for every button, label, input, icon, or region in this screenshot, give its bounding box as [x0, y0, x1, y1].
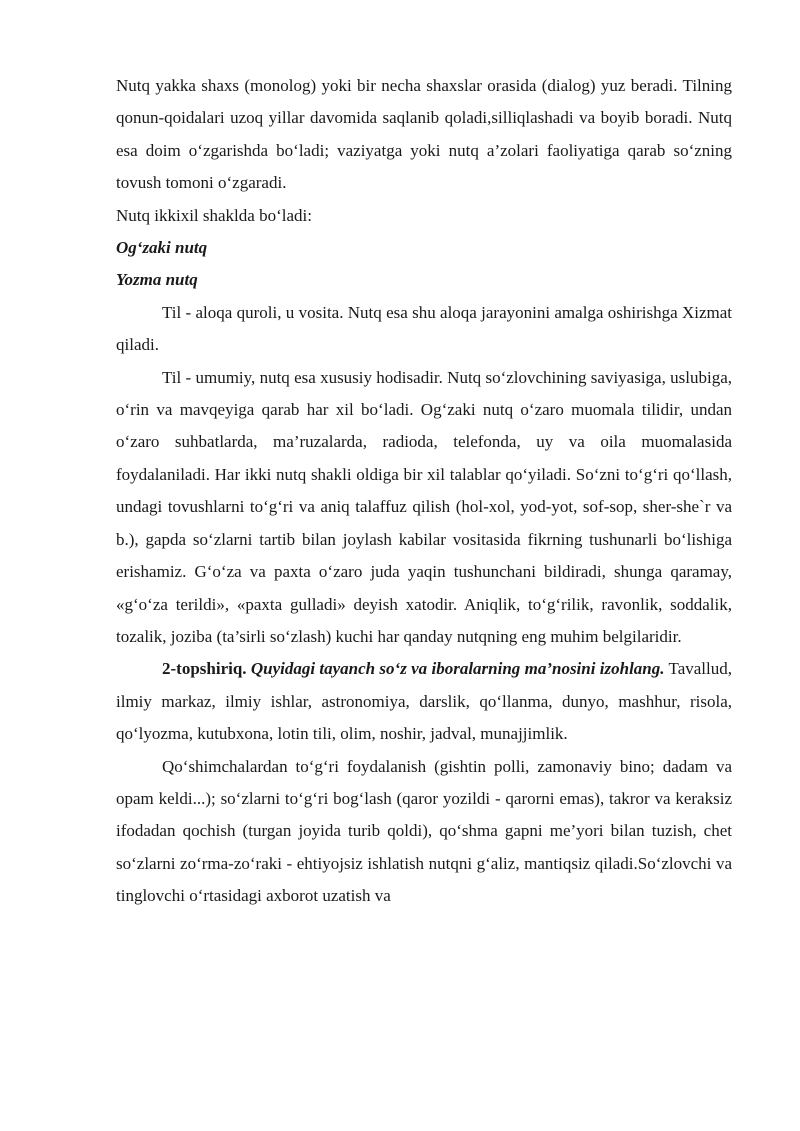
task-instruction: Quyidagi tayanch so‘z va iboralarning ma’nosini izohlang. [246, 659, 665, 679]
paragraph-language-general: Til - umumiy, nutq esa xususiy hodisadir. Nutq so‘zlovchining saviyasiga, uslubiga, o‘rin va mavqeyiga qarab har xil bo‘ladi. Og‘zaki nutq o‘zaro muomala tilidir, undan o‘zaro suhbatlarda, ma’ruzalarda, radioda, telefonda, uy va oila muomalasida foydalaniladi. Har ikki nutq shakli oldiga bir xil talablar qo‘yiladi. So‘zni to‘g‘ri qo‘llash, undagi tovushlarni to‘g‘ri va aniq talaffuz qilish (hol-xol, yod-yot, sof-sop, sher-she`r va b.), gapda so‘zlarni tartib bilan joylash kabilar vositasida fikrning tushunarli bo‘lishiga erishamiz. G‘o‘za va paxta o‘zaro juda yaqin tushunchani bildiradi, shunga qaramay, «g‘o‘za terildi», «paxta gulladi» deyish xatodir. Aniqlik, to‘g‘rilik, ravonlik, soddalik, tozalik, joziba (ta’sirli so‘zlash) kuchi har qanday nutqning eng muhim belgilaridir. [116, 367, 732, 646]
paragraph-task-2 [116, 653, 732, 750]
heading-written-speech: Yozma nutq [116, 270, 198, 290]
paragraph-two-forms: Nutq ikkixil shaklda bo‘ladi: [116, 205, 312, 225]
task-words: Tavallud, ilmiy markaz, ilmiy ishlar, astronomiya, darslik, qo‘llanma, dunyo, mashhur, risola, qo‘lyozma, kutubxona, lotin tili, olim, noshir, jadval, munajjimlik. [116, 659, 732, 744]
paragraph-speech-forms: Nutq yakka shaxs (monolog) yoki bir necha shaxslar orasida (dialog) yuz beradi. Tilning qonun-qoidalari uzoq yillar davomida saqlanib qoladi,silliqlashadi va boyib boradi. Nutq esa doim o‘zgarishda bo‘ladi; vaziyatga yoki nutq a’zolari faoliyatiga qarab so‘zning tovush tomoni o‘zgaradi. [116, 76, 732, 193]
paragraph-language-tool: Til - aloqa quroli, u vosita. Nutq esa shu aloqa jarayonini amalga oshirishga Xizmat qiladi. [116, 302, 732, 355]
heading-oral-speech: Og‘zaki nutq [116, 238, 208, 258]
document-page [116, 70, 732, 913]
task-label: 2-topshiriq. [162, 659, 247, 679]
paragraph-suffixes: Qo‘shimchalardan to‘g‘ri foydalanish (gishtin polli, zamonaviy bino; dadam va opam keldi...); so‘zlarni to‘g‘ri bog‘lash (qaror yozildi - qarorni emas), takror va keraksiz ifodadan qochish (turgan joyida turib qoldi), qo‘shma gapni me’yori bilan tuzish, chet so‘zlarni zo‘rma-zo‘raki - ehtiyojsiz ishlatish nutqni g‘aliz, mantiqsiz qiladi.So‘zlovchi va tinglovchi o‘rtasidagi axborot uzatish va [116, 756, 732, 906]
